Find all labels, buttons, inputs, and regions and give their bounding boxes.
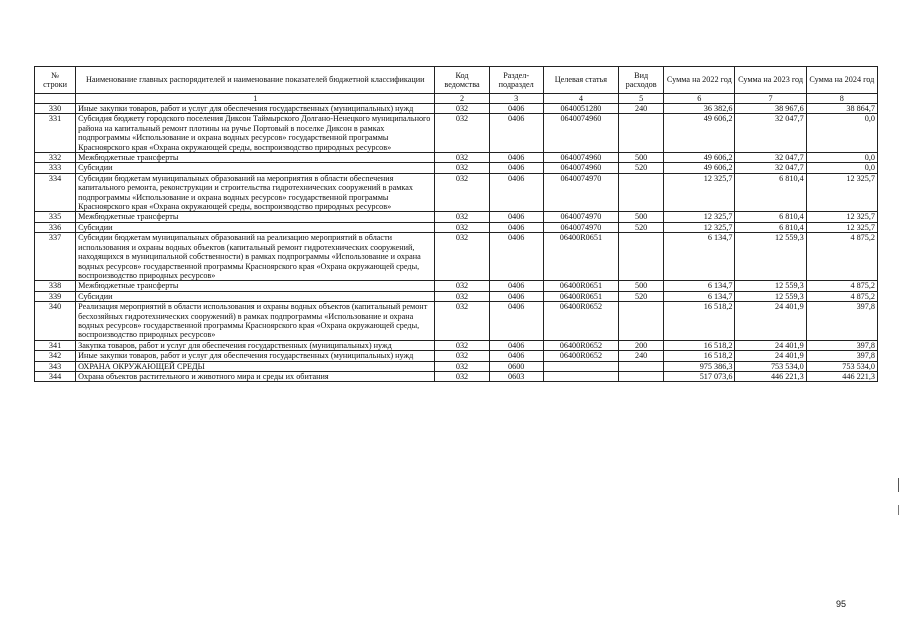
row-number: 344 xyxy=(35,371,76,381)
row-dept-code: 032 xyxy=(435,222,489,232)
column-number: 5 xyxy=(619,94,664,104)
column-number-row xyxy=(35,94,878,104)
row-number: 336 xyxy=(35,222,76,232)
row-sum-2024: 12 325,7 xyxy=(806,212,877,222)
row-section: 0406 xyxy=(489,340,543,350)
row-dept-code: 032 xyxy=(435,371,489,381)
row-sum-2022: 36 382,6 xyxy=(664,104,735,114)
row-sum-2022: 6 134,7 xyxy=(664,291,735,301)
column-number: 2 xyxy=(435,94,489,104)
row-number: 342 xyxy=(35,351,76,361)
row-number: 339 xyxy=(35,291,76,301)
row-section: 0603 xyxy=(489,371,543,381)
table-row xyxy=(35,291,878,301)
row-sum-2024: 38 864,7 xyxy=(806,104,877,114)
row-sum-2023: 753 534,0 xyxy=(735,361,806,371)
row-section: 0406 xyxy=(489,114,543,153)
row-expense-type: 520 xyxy=(619,163,664,173)
row-sum-2024: 4 875,2 xyxy=(806,281,877,291)
row-dept-code: 032 xyxy=(435,291,489,301)
row-section: 0406 xyxy=(489,153,543,163)
row-expense-type xyxy=(619,361,664,371)
row-sum-2023: 24 401,9 xyxy=(735,351,806,361)
table-row xyxy=(35,114,878,153)
table-body xyxy=(35,104,878,382)
scan-edge-mark xyxy=(898,505,899,515)
row-sum-2022: 16 518,2 xyxy=(664,302,735,341)
table-row xyxy=(35,163,878,173)
row-target-article: 06400R0651 xyxy=(543,281,618,291)
table-row xyxy=(35,281,878,291)
row-section: 0406 xyxy=(489,233,543,281)
row-expense-type: 520 xyxy=(619,222,664,232)
scan-edge-mark xyxy=(898,478,899,492)
row-dept-code: 032 xyxy=(435,361,489,371)
row-name: Субсидии xyxy=(76,291,435,301)
row-sum-2022: 49 606,2 xyxy=(664,153,735,163)
row-name: ОХРАНА ОКРУЖАЮЩЕЙ СРЕДЫ xyxy=(76,361,435,371)
row-sum-2023: 12 559,3 xyxy=(735,291,806,301)
row-sum-2022: 517 073,6 xyxy=(664,371,735,381)
row-sum-2023: 32 047,7 xyxy=(735,163,806,173)
row-number: 334 xyxy=(35,173,76,212)
row-section: 0406 xyxy=(489,351,543,361)
row-number: 340 xyxy=(35,302,76,341)
row-sum-2023: 24 401,9 xyxy=(735,302,806,341)
row-sum-2024: 446 221,3 xyxy=(806,371,877,381)
table-header-row xyxy=(35,67,878,94)
row-target-article: 0640051280 xyxy=(543,104,618,114)
row-sum-2023: 6 810,4 xyxy=(735,212,806,222)
row-target-article xyxy=(543,361,618,371)
row-target-article: 06400R0652 xyxy=(543,302,618,341)
header-sum-2024: Сумма на 2024 год xyxy=(806,67,877,94)
row-section: 0406 xyxy=(489,173,543,212)
row-name: Охрана объектов растительного и животного мира и среды их обитания xyxy=(76,371,435,381)
column-number xyxy=(35,94,76,104)
row-expense-type xyxy=(619,173,664,212)
row-name: Межбюджетные трансферты xyxy=(76,281,435,291)
row-sum-2022: 6 134,7 xyxy=(664,281,735,291)
row-section: 0406 xyxy=(489,291,543,301)
row-name: Субсидии бюджетам муниципальных образований на мероприятия в области обеспечения капитального ремонта, реконструкции и строительства гидротехнических сооружений в рамках подпрограммы «Использование и охрана водных ресурсов» государственной программы Красноярского края «Охрана окружающей среды, воспроизводство природных ресурсов» xyxy=(76,173,435,212)
row-dept-code: 032 xyxy=(435,153,489,163)
header-target-article: Целевая статья xyxy=(543,67,618,94)
header-name: Наименование главных распорядителей и наименование показателей бюджетной классификации xyxy=(76,67,435,94)
column-number: 8 xyxy=(806,94,877,104)
row-sum-2023: 32 047,7 xyxy=(735,153,806,163)
row-target-article: 06400R0651 xyxy=(543,291,618,301)
page-number: 95 xyxy=(836,599,847,609)
row-sum-2022: 975 386,3 xyxy=(664,361,735,371)
header-sum-2022: Сумма на 2022 год xyxy=(664,67,735,94)
row-dept-code: 032 xyxy=(435,173,489,212)
row-dept-code: 032 xyxy=(435,351,489,361)
row-number: 333 xyxy=(35,163,76,173)
table-row xyxy=(35,212,878,222)
row-sum-2022: 6 134,7 xyxy=(664,233,735,281)
table-row xyxy=(35,371,878,381)
column-number: 3 xyxy=(489,94,543,104)
row-dept-code: 032 xyxy=(435,163,489,173)
row-expense-type: 500 xyxy=(619,153,664,163)
row-target-article: 0640074970 xyxy=(543,212,618,222)
row-expense-type xyxy=(619,302,664,341)
table-row xyxy=(35,302,878,341)
row-section: 0406 xyxy=(489,281,543,291)
row-expense-type: 240 xyxy=(619,351,664,361)
row-dept-code: 032 xyxy=(435,340,489,350)
row-target-article xyxy=(543,371,618,381)
table-row xyxy=(35,222,878,232)
row-sum-2024: 12 325,7 xyxy=(806,222,877,232)
row-sum-2023: 38 967,6 xyxy=(735,104,806,114)
row-target-article: 0640074970 xyxy=(543,173,618,212)
row-section: 0406 xyxy=(489,302,543,341)
row-sum-2022: 12 325,7 xyxy=(664,212,735,222)
row-name: Иные закупки товаров, работ и услуг для обеспечения государственных (муниципальных) нужд xyxy=(76,351,435,361)
row-expense-type: 500 xyxy=(619,212,664,222)
row-sum-2024: 0,0 xyxy=(806,153,877,163)
row-expense-type xyxy=(619,371,664,381)
row-number: 343 xyxy=(35,361,76,371)
header-sum-2023: Сумма на 2023 год xyxy=(735,67,806,94)
table-row xyxy=(35,153,878,163)
table-row xyxy=(35,233,878,281)
row-expense-type: 520 xyxy=(619,291,664,301)
row-sum-2022: 12 325,7 xyxy=(664,222,735,232)
row-section: 0406 xyxy=(489,104,543,114)
row-number: 331 xyxy=(35,114,76,153)
row-sum-2023: 6 810,4 xyxy=(735,173,806,212)
row-sum-2024: 0,0 xyxy=(806,163,877,173)
row-section: 0600 xyxy=(489,361,543,371)
row-name: Субсидии бюджетам муниципальных образований на реализацию мероприятий в области использования и охраны водных объектов (капитальный ремонт гидротехнических сооружений, находящихся в муниципальной собственности) в рамках подпрограммы «Использование и охрана водных ресурсов» государственной программы Красноярского края «Охрана окружающей среды, воспроизводство природных ресурсов» xyxy=(76,233,435,281)
row-target-article: 06400R0652 xyxy=(543,340,618,350)
row-sum-2022: 16 518,2 xyxy=(664,351,735,361)
row-name: Субсидия бюджету городского поселения Диксон Таймырского Долгано-Ненецкого муниципального района на капитальный ремонт плотины на ручье Портовый в поселке Диксон в рамках подпрограммы «Использование и охрана водных ресурсов» государственной программы Красноярского края «Охрана окружающей среды, воспроизводство природных ресурсов» xyxy=(76,114,435,153)
row-number: 330 xyxy=(35,104,76,114)
row-sum-2024: 753 534,0 xyxy=(806,361,877,371)
row-name: Межбюджетные трансферты xyxy=(76,153,435,163)
row-sum-2023: 12 559,3 xyxy=(735,281,806,291)
row-sum-2024: 4 875,2 xyxy=(806,291,877,301)
row-sum-2023: 446 221,3 xyxy=(735,371,806,381)
row-target-article: 06400R0651 xyxy=(543,233,618,281)
table-row xyxy=(35,104,878,114)
row-section: 0406 xyxy=(489,212,543,222)
row-expense-type xyxy=(619,233,664,281)
column-number: 4 xyxy=(543,94,618,104)
row-target-article: 0640074960 xyxy=(543,163,618,173)
column-number: 6 xyxy=(664,94,735,104)
row-name: Закупка товаров, работ и услуг для обеспечения государственных (муниципальных) нужд xyxy=(76,340,435,350)
row-sum-2024: 397,8 xyxy=(806,302,877,341)
row-name: Межбюджетные трансферты xyxy=(76,212,435,222)
row-dept-code: 032 xyxy=(435,281,489,291)
column-number: 1 xyxy=(76,94,435,104)
row-dept-code: 032 xyxy=(435,233,489,281)
table-row xyxy=(35,173,878,212)
row-target-article: 0640074970 xyxy=(543,222,618,232)
row-expense-type: 240 xyxy=(619,104,664,114)
header-row-number: № строки xyxy=(35,67,76,94)
budget-table-container xyxy=(34,66,878,382)
row-sum-2023: 12 559,3 xyxy=(735,233,806,281)
row-number: 337 xyxy=(35,233,76,281)
row-dept-code: 032 xyxy=(435,302,489,341)
row-expense-type xyxy=(619,114,664,153)
row-number: 341 xyxy=(35,340,76,350)
row-target-article: 06400R0652 xyxy=(543,351,618,361)
row-name: Иные закупки товаров, работ и услуг для обеспечения государственных (муниципальных) нужд xyxy=(76,104,435,114)
row-target-article: 0640074960 xyxy=(543,153,618,163)
row-dept-code: 032 xyxy=(435,114,489,153)
row-sum-2022: 49 606,2 xyxy=(664,114,735,153)
row-sum-2023: 6 810,4 xyxy=(735,222,806,232)
row-sum-2024: 397,8 xyxy=(806,351,877,361)
row-number: 335 xyxy=(35,212,76,222)
row-name: Субсидии xyxy=(76,222,435,232)
row-sum-2024: 12 325,7 xyxy=(806,173,877,212)
row-section: 0406 xyxy=(489,222,543,232)
row-sum-2023: 24 401,9 xyxy=(735,340,806,350)
row-expense-type: 200 xyxy=(619,340,664,350)
row-section: 0406 xyxy=(489,163,543,173)
table-row xyxy=(35,361,878,371)
row-sum-2024: 4 875,2 xyxy=(806,233,877,281)
column-number: 7 xyxy=(735,94,806,104)
header-section: Раздел-подраздел xyxy=(489,67,543,94)
budget-table xyxy=(34,66,878,382)
header-expense-type: Вид расходов xyxy=(619,67,664,94)
row-name: Субсидии xyxy=(76,163,435,173)
row-name: Реализация мероприятий в области использования и охраны водных объектов (капитальный ремонт бесхозяйных гидротехнических сооружений) в рамках подпрограммы «Использование и охрана водных ресурсов» государственной программы Красноярского края «Охрана окружающей среды, воспроизводство природных ресурсов» xyxy=(76,302,435,341)
row-sum-2023: 32 047,7 xyxy=(735,114,806,153)
row-sum-2024: 0,0 xyxy=(806,114,877,153)
table-row xyxy=(35,340,878,350)
row-dept-code: 032 xyxy=(435,212,489,222)
row-sum-2024: 397,8 xyxy=(806,340,877,350)
row-number: 332 xyxy=(35,153,76,163)
row-number: 338 xyxy=(35,281,76,291)
row-sum-2022: 16 518,2 xyxy=(664,340,735,350)
header-dept-code: Код ведомства xyxy=(435,67,489,94)
row-expense-type: 500 xyxy=(619,281,664,291)
row-sum-2022: 12 325,7 xyxy=(664,173,735,212)
row-target-article: 0640074960 xyxy=(543,114,618,153)
row-dept-code: 032 xyxy=(435,104,489,114)
table-row xyxy=(35,351,878,361)
row-sum-2022: 49 606,2 xyxy=(664,163,735,173)
